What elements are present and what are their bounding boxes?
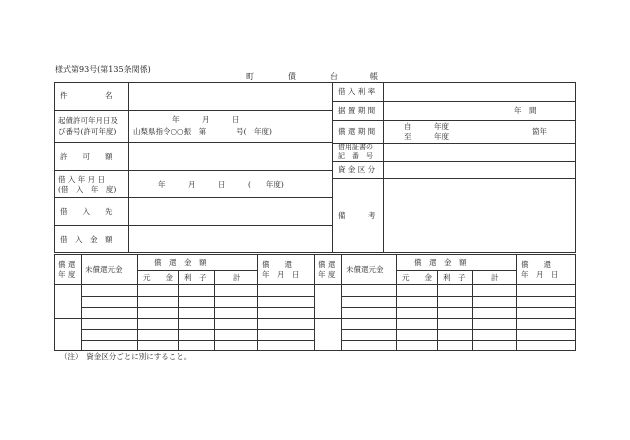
deferment-unit: 年 間 [514,106,537,115]
deferment-label: 据 置 期 間 [338,106,376,115]
repayment-date-label-line2: 年 月 日 [262,270,300,279]
repayment-amount-label: 償 還 金 額 [154,258,207,267]
total-label: 計 [491,273,499,282]
year-label-line2: 年 度 [318,270,336,279]
repayment-date-label-line1: 償 還 [262,260,292,269]
year-label-line1: 償 還 [58,260,76,269]
certificate-label-line1: 借用証書の [338,143,373,151]
repayment-years: 箇年 [532,127,547,136]
project-name-label: 件 名 [60,91,113,100]
unpaid-principal-label: 未償還元金 [85,265,123,274]
repayment-label: 償 還 期 間 [338,127,376,136]
approval-label-line2: び番号(許可年度) [58,127,117,136]
fund-type-label: 資 金 区 分 [338,165,376,174]
approval-date: 年 月 日 [172,115,240,124]
interest-rate-label: 借 入 利 率 [338,87,376,96]
total-label: 計 [233,273,241,282]
year-label-line2: 年 度 [58,270,76,279]
borrow-date-label-line2: (借 入 年 度) [58,185,117,194]
approval-label-line1: 起債許可年月日及 [58,116,118,125]
permit-amount-label: 許 可 額 [60,152,113,161]
borrow-amount-label: 借 入 金 額 [60,235,113,244]
repayment-date-label-line2: 年 月 日 [521,270,559,279]
footnote: （注） 資金区分ごとに別にすること。 [60,352,192,361]
title-char: 町 [246,72,254,81]
certificate-label-line2: 記 番 号 [338,152,373,160]
year-label-line1: 償 還 [318,260,336,269]
approval-number: 山梨県指令○○振 第 号( 年度) [133,127,272,136]
borrow-date-label-line1: 借 入 年 月 日 [58,175,106,184]
repayment-to: 至 年度 [404,132,449,141]
principal-label: 元 金 [402,273,432,282]
form-number: 様式第93号(第135条関係) [55,65,151,74]
title-char: 帳 [370,72,378,81]
remarks-label: 備 考 [338,211,376,220]
unpaid-principal-label: 未償還元金 [346,265,384,274]
repayment-date-label-line1: 償 還 [521,260,551,269]
principal-label: 元 金 [143,273,173,282]
title-char: 債 [288,72,296,81]
repayment-from: 自 年度 [404,122,449,131]
lender-label: 借 入 先 [60,207,113,216]
title-char: 台 [330,72,338,81]
interest-label: 利 子 [443,273,466,282]
interest-label: 利 子 [184,273,207,282]
repayment-amount-label: 償 還 金 額 [414,258,467,267]
borrow-date-value: 年 月 日 ( 年度) [158,180,284,189]
